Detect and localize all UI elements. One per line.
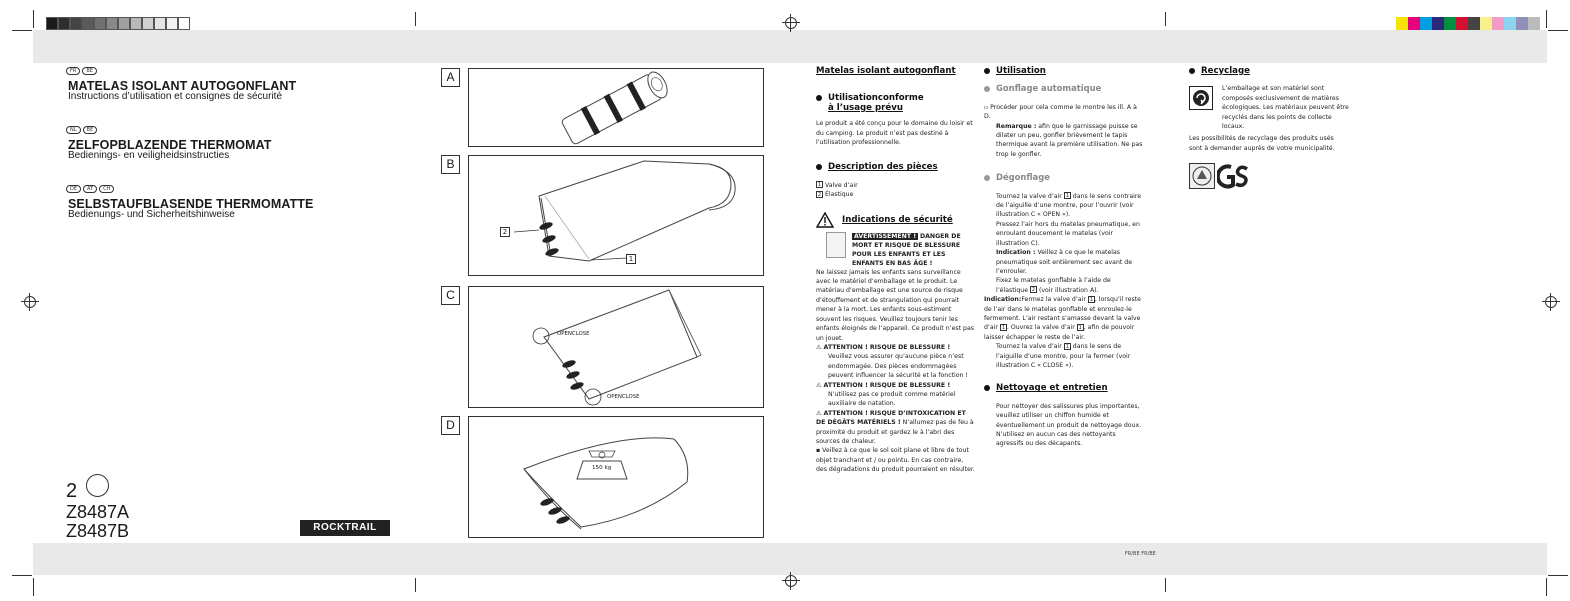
open-close-label: OPENCLOSE bbox=[557, 331, 590, 337]
swatch bbox=[1528, 17, 1540, 30]
section-title: Matelas isolant autogonflant bbox=[816, 66, 956, 76]
weighted-mat-icon bbox=[469, 417, 763, 537]
swatch bbox=[1504, 17, 1516, 30]
part-number: 1 bbox=[817, 182, 822, 189]
illustration-label-a: A bbox=[441, 68, 460, 87]
indication-text: , afin de pouvoir laisser échapper le reste de l’air. bbox=[984, 324, 1135, 341]
swatch bbox=[1444, 17, 1456, 30]
swatch bbox=[94, 17, 106, 30]
illustration-label-d: D bbox=[441, 416, 460, 435]
top-print-band bbox=[33, 30, 1547, 63]
swatch bbox=[1516, 17, 1528, 30]
crop-mark bbox=[1546, 10, 1547, 28]
bullet-icon bbox=[984, 385, 990, 391]
indication bbox=[996, 248, 1144, 276]
fold-mark bbox=[415, 578, 416, 592]
cleaning-step: Pour nettoyer des salissures plus importantes, veuillez utiliser un chiffon humide et éventuellement un produit de nettoyage doux. bbox=[996, 402, 1142, 429]
bottom-print-band bbox=[33, 543, 1547, 575]
parts-heading: Description des pièces bbox=[816, 163, 976, 172]
subtitle-de: Bedienungs- und Sicherheitshinweise bbox=[68, 209, 235, 220]
title-fr: MATELAS ISOLANT AUTOGONFLANT bbox=[68, 79, 297, 93]
recycling-block bbox=[1189, 84, 1349, 130]
remark-text: afin que le garnissage puisse se dilater un peu, gonfler brièvement le tapis thermique avant la première utilisation. Ne pas trop le gonfler. bbox=[996, 122, 1143, 158]
step-text: dans le sens de l’aiguille d’une montre, pour la fermer (voir illustration C « CLOSE »). bbox=[996, 343, 1131, 369]
part-number: 1 bbox=[1078, 324, 1082, 331]
warning-block bbox=[816, 232, 976, 343]
part-item bbox=[816, 190, 976, 199]
deflate-heading: Dégonflage bbox=[984, 173, 1144, 183]
language-flag: NL bbox=[66, 126, 81, 134]
swatch bbox=[1408, 17, 1420, 30]
crop-mark bbox=[12, 30, 32, 31]
illustration-label-b: B bbox=[441, 155, 460, 174]
indication-text: . Ouvrez la valve d’air bbox=[1006, 324, 1075, 332]
language-flags bbox=[66, 126, 99, 134]
fold-mark bbox=[1165, 578, 1166, 592]
recycle-icon bbox=[1189, 86, 1213, 110]
step-text: dans le sens contraire de l’aiguille d’une montre, pour l’ouvrir (voir illustration C « OPEN »). bbox=[996, 192, 1142, 219]
column-intro bbox=[816, 67, 976, 475]
certification-seal-icon bbox=[1189, 163, 1215, 189]
usage-heading bbox=[816, 94, 976, 113]
column-usage bbox=[984, 67, 1144, 449]
language-flag: BE bbox=[82, 67, 97, 75]
bullet-icon bbox=[816, 164, 822, 170]
title-nl: ZELFOPBLAZENDE THERMOMAT bbox=[68, 138, 272, 152]
recycling-heading: Recyclage bbox=[1189, 67, 1349, 76]
language-flag: DE bbox=[66, 185, 81, 193]
remark-label: Remarque : bbox=[996, 122, 1037, 130]
indication-text: , lorsqu’il reste de l’air dans le matelas gonflable et enroulez-le fermement. L’air restant s’amasse devant la valve d’air bbox=[984, 296, 1141, 332]
deflate-step bbox=[996, 342, 1144, 370]
illustration-a bbox=[468, 68, 764, 147]
swatch bbox=[142, 17, 154, 30]
bullet-icon bbox=[984, 175, 990, 181]
callout-2: 2 bbox=[500, 227, 510, 237]
swatch bbox=[1432, 17, 1444, 30]
attention-heading: ATTENTION ! RISQUE DE BLESSURE ! bbox=[823, 381, 951, 389]
attention-1 bbox=[816, 343, 976, 381]
page-number: 2 bbox=[66, 480, 78, 502]
swatch bbox=[1396, 17, 1408, 30]
cleaning-heading: Nettoyage et entretien bbox=[984, 384, 1144, 393]
registration-mark-icon bbox=[785, 17, 797, 29]
part-label: Valve d’air bbox=[824, 181, 858, 189]
crop-mark bbox=[12, 575, 32, 576]
usage-heading-line-1: Utilisationconforme bbox=[828, 93, 924, 104]
unrolling-mat-icon bbox=[469, 156, 763, 275]
swatch bbox=[118, 17, 130, 30]
swatch bbox=[166, 17, 178, 30]
swatch bbox=[154, 17, 166, 30]
attention-text: N’utilisez pas ce produit comme matériel auxiliaire de natation. bbox=[828, 390, 956, 408]
language-flags bbox=[66, 185, 116, 193]
warning-triangle-icon: ⚠ bbox=[816, 381, 822, 389]
subtitle-fr: Instructions d’utilisation et consignes de sécurité bbox=[68, 91, 283, 102]
part-item bbox=[816, 181, 976, 190]
language-flag: CH bbox=[99, 185, 114, 193]
attention-text: Veuillez vous assurer qu’aucune pièce n’est endommagée. Des pièces endommagées peuvent influencer la sécurité et la fonction ! bbox=[828, 353, 968, 380]
recycling-text: L’emballage et son matériel sont composés exclusivement de matières écologiques. Les matériaux peuvent être recyclés dans les points de collecte locaux. bbox=[1222, 85, 1349, 131]
page-footer: FR/BE FR/BE bbox=[1125, 551, 1156, 557]
indication-text: Fermez la valve d’air bbox=[1021, 296, 1086, 304]
crop-mark bbox=[33, 10, 34, 28]
illustration-d bbox=[468, 416, 764, 538]
step-text: Tournez la valve d’air bbox=[996, 192, 1062, 200]
warning-heading bbox=[852, 232, 976, 268]
attention-heading: ATTENTION ! RISQUE D’INTOXICATION ET DE DÉGÂTS MATÉRIELS ! bbox=[816, 409, 966, 427]
warning-triangle-icon bbox=[816, 212, 834, 228]
swatch bbox=[1492, 17, 1504, 30]
bullet-icon bbox=[1189, 68, 1195, 74]
attention-3 bbox=[816, 409, 976, 447]
swatch bbox=[130, 17, 142, 30]
gs-mark-icon bbox=[1217, 163, 1249, 189]
fold-mark bbox=[415, 12, 416, 26]
swatch bbox=[1456, 17, 1468, 30]
cleaning-step: N’utilisez en aucun cas des nettoyants agressifs ou des décapants. bbox=[996, 431, 1116, 448]
bullet-icon bbox=[984, 68, 990, 74]
part-number: 2 bbox=[1031, 287, 1036, 294]
auto-heading: Gonflage automatique bbox=[984, 84, 1144, 94]
deflate-step bbox=[996, 192, 1144, 220]
swatch bbox=[106, 17, 118, 30]
crop-mark bbox=[33, 578, 34, 596]
indication-label: Indication: bbox=[984, 296, 1022, 304]
part-number: 2 bbox=[817, 191, 822, 198]
step-text: (voir illustration A). bbox=[1038, 286, 1099, 294]
swatch bbox=[1420, 17, 1432, 30]
subtitle-nl: Bedienings- en veiligheidsinstructies bbox=[68, 150, 230, 161]
language-flag: AT bbox=[83, 185, 97, 193]
weight-label: 150 kg bbox=[592, 465, 612, 471]
part-label: Élastique bbox=[824, 191, 854, 199]
part-number: 1 bbox=[1065, 193, 1069, 200]
deflate-step: Pressez l’air hors du matelas pneumatique, en enroulant doucement le matelas (voir illustration C). bbox=[996, 220, 1140, 247]
warning-badge: AVERTISSEMENT ! bbox=[854, 232, 917, 240]
illustration-c bbox=[468, 286, 764, 408]
auto-text-body: Procéder pour cela comme le montre les ill. A à D. bbox=[984, 103, 1137, 121]
brand-logo: ROCKTRAIL bbox=[300, 520, 390, 536]
deflate-step bbox=[996, 276, 1144, 295]
warning-triangle-icon: ⚠ bbox=[816, 409, 822, 417]
attention-2 bbox=[816, 381, 976, 409]
registration-mark-icon bbox=[785, 575, 797, 587]
circle-icon bbox=[86, 474, 109, 497]
registration-mark-icon bbox=[1545, 296, 1557, 308]
remark bbox=[996, 122, 1144, 160]
crop-mark bbox=[1548, 575, 1568, 576]
swatch bbox=[46, 17, 58, 30]
column-recycling bbox=[1189, 67, 1349, 193]
step-text: Fixez le matelas gonflable à l’aide de l’élastique bbox=[996, 277, 1111, 294]
language-flags bbox=[66, 67, 99, 75]
indication-label: Indication : bbox=[996, 249, 1036, 257]
attention-heading: ATTENTION ! RISQUE DE BLESSURE ! bbox=[823, 343, 951, 351]
certification-icons bbox=[1189, 163, 1349, 193]
indication bbox=[984, 295, 1144, 342]
auto-text: ▫ Procéder pour cela comme le montre les ill. A à D. bbox=[984, 103, 1137, 121]
usage-text: Le produit a été conçu pour le domaine du loisir et du camping. Le produit n’est pas destiné à l’utilisation professionnelle. bbox=[816, 120, 973, 147]
open-close-label: OPENCLOSE bbox=[607, 394, 640, 400]
swatch bbox=[58, 17, 70, 30]
part-number: 1 bbox=[1065, 343, 1069, 350]
warning-text: Ne laissez jamais les enfants sans surveillance avec le matériel d’emballage et le produit. Le matériau d’emballage est une source de risque d’étouffement et de strangulation qui pourrait mener à la mort. Les enfants sous-estiment souvent les risques. Veuillez toujours tenir les enfants éloignés de l’appareil. Ce produit n’est pas un jouet. bbox=[816, 268, 974, 342]
surface-note-text: Veillez à ce que le sol soit plane et libre de tout objet tranchant et / ou pointu. En cas contraire, des dégradations du produit pourraient en résulter. bbox=[816, 447, 975, 474]
child-warning-icon bbox=[826, 232, 846, 258]
flat-mat-icon bbox=[469, 287, 763, 407]
registration-mark-icon bbox=[24, 296, 36, 308]
fold-mark bbox=[1165, 12, 1166, 26]
rolled-mat-icon bbox=[469, 69, 763, 146]
crop-mark bbox=[1548, 30, 1568, 31]
surface-note: ▪ Veillez à ce que le sol soit plane et libre de tout objet tranchant et / ou pointu. En cas contraire, des dégradations du produit pourraient en résulter. bbox=[816, 447, 975, 474]
illustration-b bbox=[468, 155, 764, 276]
safety-heading: Indications de sécurité bbox=[816, 212, 976, 228]
swatch bbox=[70, 17, 82, 30]
swatch bbox=[82, 17, 94, 30]
swatch bbox=[1468, 17, 1480, 30]
illustration-label-c: C bbox=[441, 286, 460, 305]
step-text: Tournez la valve d’air bbox=[996, 343, 1062, 351]
attention-text: N’allumez pas de feu à proximité du produit et gardez le à l’abri des sources de chaleur. bbox=[816, 419, 974, 445]
warning-triangle-icon: ⚠ bbox=[816, 343, 822, 351]
recycling-text-2: Les possibilités de recyclage des produits usés sont à demander auprès de votre municipalité. bbox=[1189, 135, 1335, 152]
callout-1: 1 bbox=[626, 254, 636, 264]
swatch bbox=[1480, 17, 1492, 30]
model-number-b: Z8487B bbox=[66, 521, 130, 541]
language-flag: BE bbox=[83, 126, 98, 134]
warning-heading-text: DANGER DE MORT ET RISQUE DE BLESSURE POUR LES ENFANTS ET LES ENFANTS EN BAS ÂGE ! bbox=[852, 232, 961, 267]
bullet-icon bbox=[816, 95, 822, 101]
usage-section-heading: Utilisation bbox=[984, 67, 1144, 76]
title-de: SELBSTAUFBLASENDE THERMOMATTE bbox=[68, 197, 314, 211]
model-number-a: Z8487A bbox=[66, 502, 130, 522]
indication-text: Veillez à ce que le matelas pneumatique soit entièrement sec avant de l’enrouler. bbox=[996, 249, 1133, 275]
part-number: 1 bbox=[1001, 324, 1006, 331]
crop-mark bbox=[1546, 578, 1547, 596]
part-number: 1 bbox=[1089, 296, 1093, 303]
bullet-icon bbox=[984, 86, 990, 92]
language-flag: FR bbox=[66, 67, 80, 75]
swatch bbox=[178, 17, 190, 30]
usage-heading-line-2: à l’usage prévu bbox=[828, 102, 903, 113]
